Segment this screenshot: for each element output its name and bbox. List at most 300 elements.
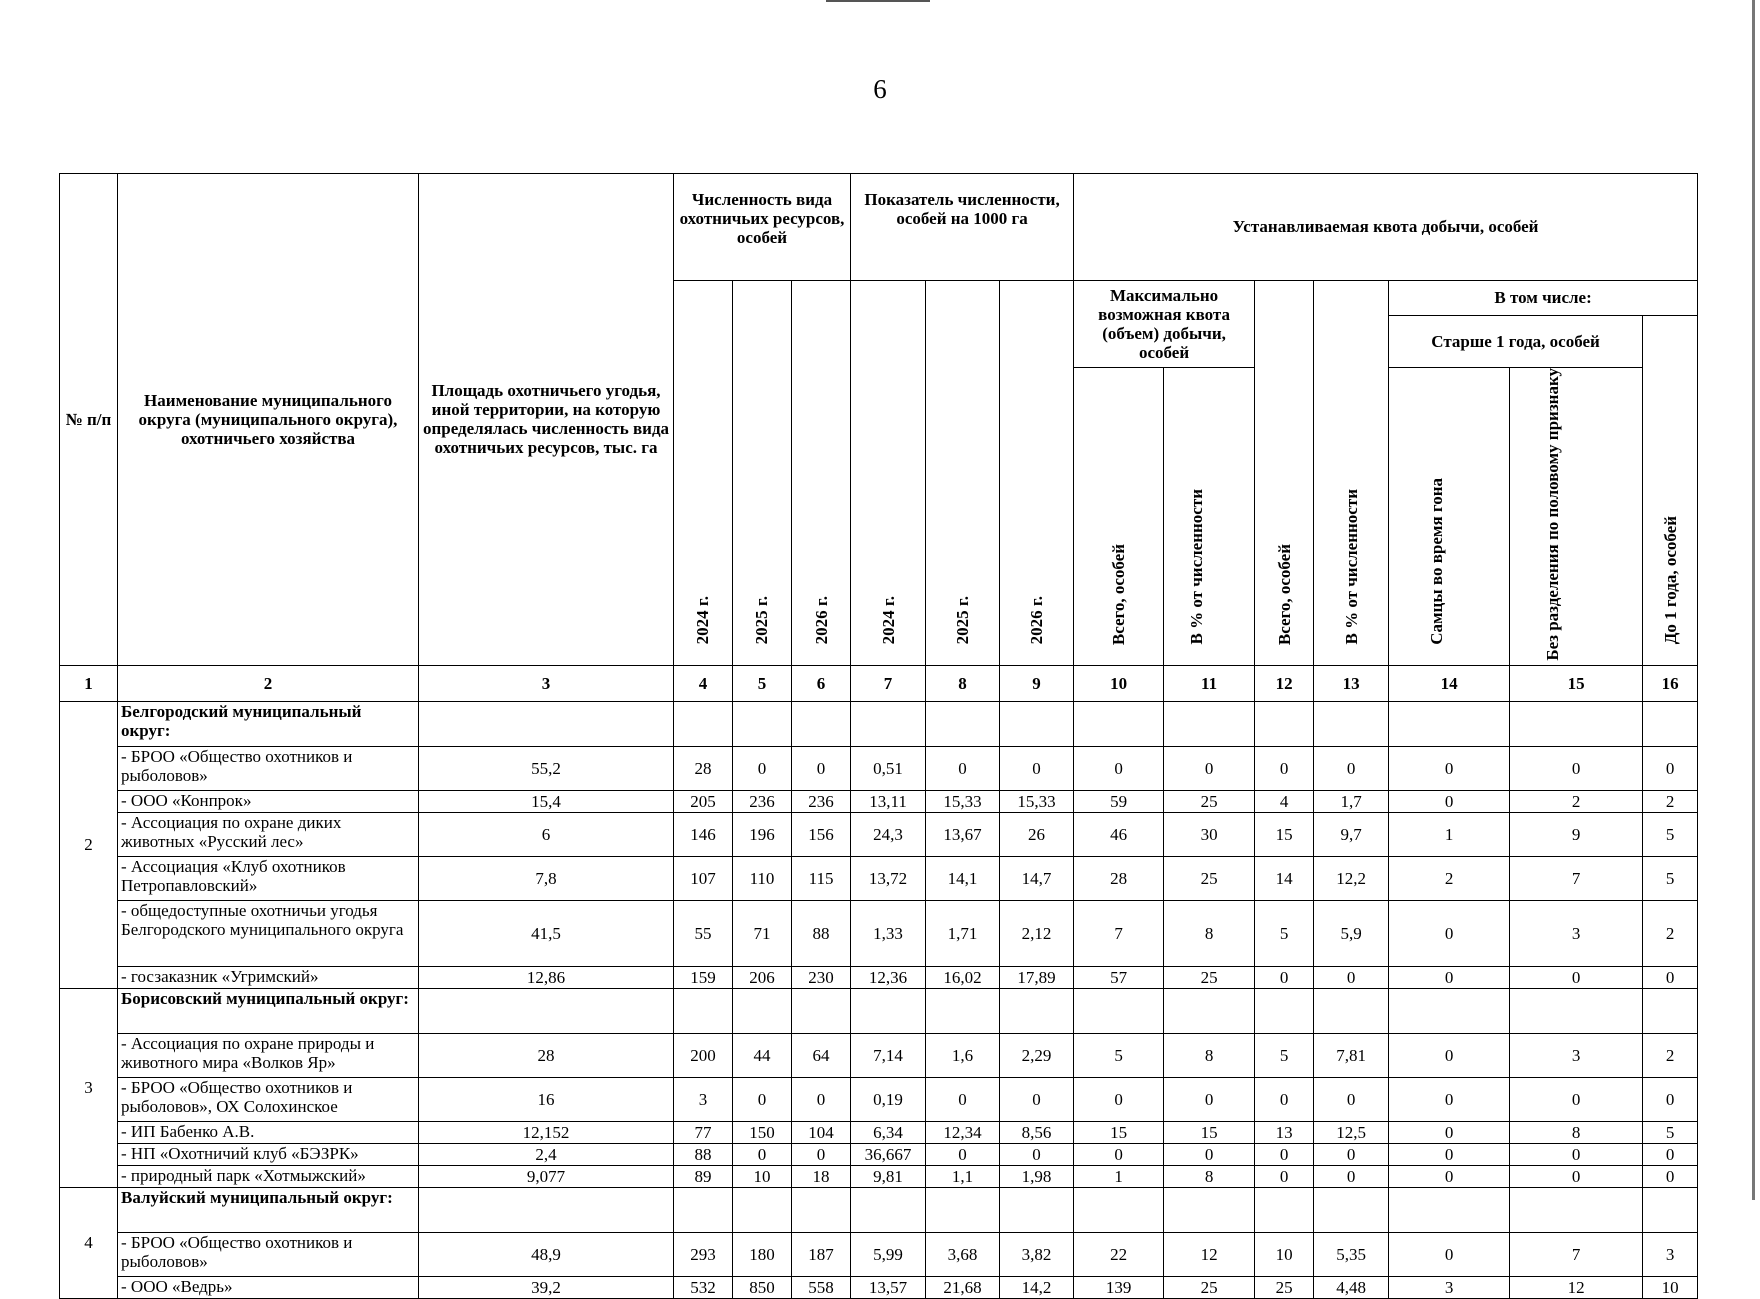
value-cell: 5,9 <box>1314 900 1389 966</box>
value-cell: 36,667 <box>851 1143 926 1165</box>
column-number: 10 <box>1074 665 1164 701</box>
value-cell: 0 <box>1389 1033 1510 1077</box>
column-number: 2 <box>118 665 419 701</box>
value-cell: 12,5 <box>1314 1121 1389 1143</box>
value-cell: 236 <box>733 790 792 812</box>
header-year-2026-density: 2026 г. <box>1000 281 1074 666</box>
value-cell: 230 <box>792 966 851 988</box>
value-cell: 0 <box>1389 1077 1510 1121</box>
value-cell: 0 <box>1255 1077 1314 1121</box>
table-body <box>60 665 1698 1298</box>
value-cell: 13,72 <box>851 856 926 900</box>
column-number: 6 <box>792 665 851 701</box>
value-cell: 0 <box>1255 1165 1314 1187</box>
value-cell: 0 <box>1389 966 1510 988</box>
value-cell: 0 <box>1510 1165 1643 1187</box>
value-cell: 139 <box>1074 1276 1164 1298</box>
organization-name: - природный парк «Хотмыжский» <box>118 1165 419 1187</box>
empty-cell <box>1164 1187 1255 1232</box>
column-number: 1 <box>60 665 118 701</box>
value-cell: 1,98 <box>1000 1165 1074 1187</box>
header-density: Показатель численности, особей на 1000 га <box>851 174 1074 281</box>
value-cell: 26 <box>1000 812 1074 856</box>
value-cell: 0 <box>1255 966 1314 988</box>
value-cell: 3 <box>1389 1276 1510 1298</box>
value-cell: 15 <box>1164 1121 1255 1143</box>
header-males: Самцы во время гона <box>1389 368 1510 666</box>
value-cell: 0 <box>1074 1143 1164 1165</box>
organization-name: - БРОО «Общество охотников и рыболовов» <box>118 1232 419 1276</box>
value-cell: 0 <box>1510 966 1643 988</box>
value-cell: 0 <box>1389 1232 1510 1276</box>
value-cell: 0 <box>926 746 1000 790</box>
table-row <box>60 746 1698 790</box>
empty-cell <box>1255 701 1314 746</box>
value-cell: 7 <box>1510 856 1643 900</box>
value-cell: 0 <box>1389 1121 1510 1143</box>
table-row <box>60 900 1698 966</box>
value-cell: 0 <box>1074 1077 1164 1121</box>
header-quota: Устанавливаемая квота добычи, особей <box>1074 174 1698 281</box>
header-pct-count: В % от численности <box>1314 281 1389 666</box>
value-cell: 25 <box>1255 1276 1314 1298</box>
value-cell: 0 <box>1510 1077 1643 1121</box>
column-number: 9 <box>1000 665 1074 701</box>
value-cell: 14 <box>1255 856 1314 900</box>
empty-cell <box>733 1187 792 1232</box>
group-number: 4 <box>60 1187 118 1298</box>
table-row <box>60 856 1698 900</box>
value-cell: 205 <box>674 790 733 812</box>
value-cell: 12,34 <box>926 1121 1000 1143</box>
column-number: 3 <box>419 665 674 701</box>
value-cell: 59 <box>1074 790 1164 812</box>
value-cell: 5 <box>1074 1033 1164 1077</box>
value-cell: 3 <box>1510 1033 1643 1077</box>
table-row <box>60 1165 1698 1187</box>
value-cell: 110 <box>733 856 792 900</box>
value-cell: 0 <box>1000 1077 1074 1121</box>
table-row <box>60 966 1698 988</box>
organization-name: - ООО «Конпрок» <box>118 790 419 812</box>
value-cell: 24,3 <box>851 812 926 856</box>
value-cell: 0 <box>1510 1143 1643 1165</box>
value-cell: 0 <box>733 1143 792 1165</box>
value-cell: 9,81 <box>851 1165 926 1187</box>
value-cell: 28 <box>674 746 733 790</box>
value-cell: 21,68 <box>926 1276 1000 1298</box>
value-cell: 12 <box>1510 1276 1643 1298</box>
empty-cell <box>674 1187 733 1232</box>
value-cell: 0 <box>733 746 792 790</box>
value-cell: 4 <box>1255 790 1314 812</box>
page-number: 6 <box>873 74 887 104</box>
value-cell: 48,9 <box>419 1232 674 1276</box>
value-cell: 0 <box>1000 746 1074 790</box>
value-cell: 150 <box>733 1121 792 1143</box>
value-cell: 7,81 <box>1314 1033 1389 1077</box>
header-no-sex: Без разделения по половому признаку <box>1510 368 1643 666</box>
value-cell: 9,077 <box>419 1165 674 1187</box>
column-number: 8 <box>926 665 1000 701</box>
empty-cell <box>1164 701 1255 746</box>
value-cell: 0 <box>1164 1143 1255 1165</box>
value-cell: 196 <box>733 812 792 856</box>
value-cell: 2 <box>1389 856 1510 900</box>
group-title: Валуйский муниципальный округ: <box>118 1187 419 1232</box>
value-cell: 10 <box>1643 1276 1698 1298</box>
value-cell: 7 <box>1074 900 1164 966</box>
value-cell: 0 <box>792 1077 851 1121</box>
value-cell: 0 <box>926 1143 1000 1165</box>
value-cell: 1,71 <box>926 900 1000 966</box>
empty-cell <box>851 701 926 746</box>
value-cell: 0 <box>1164 746 1255 790</box>
value-cell: 14,7 <box>1000 856 1074 900</box>
organization-name: - Ассоциация по охране природы и животного мира «Волков Яр» <box>118 1033 419 1077</box>
value-cell: 0 <box>1389 900 1510 966</box>
empty-cell <box>1389 988 1510 1033</box>
value-cell: 8,56 <box>1000 1121 1074 1143</box>
value-cell: 0 <box>1643 1143 1698 1165</box>
value-cell: 180 <box>733 1232 792 1276</box>
value-cell: 18 <box>792 1165 851 1187</box>
value-cell: 10 <box>733 1165 792 1187</box>
value-cell: 7 <box>1510 1232 1643 1276</box>
header-max-quota: Максимально возможная квота (объем) добычи, особей <box>1074 281 1255 368</box>
empty-cell <box>1255 988 1314 1033</box>
table-row <box>60 790 1698 812</box>
empty-cell <box>419 988 674 1033</box>
value-cell: 1 <box>1074 1165 1164 1187</box>
value-cell: 5 <box>1643 1121 1698 1143</box>
empty-cell <box>792 701 851 746</box>
value-cell: 1,7 <box>1314 790 1389 812</box>
group-title-row <box>60 1187 1698 1232</box>
empty-cell <box>1389 1187 1510 1232</box>
value-cell: 5 <box>1255 1033 1314 1077</box>
value-cell: 15 <box>1255 812 1314 856</box>
value-cell: 25 <box>1164 966 1255 988</box>
value-cell: 0 <box>1314 1077 1389 1121</box>
value-cell: 5,35 <box>1314 1232 1389 1276</box>
organization-name: - БРОО «Общество охотников и рыболовов» <box>118 746 419 790</box>
value-cell: 14,1 <box>926 856 1000 900</box>
value-cell: 25 <box>1164 856 1255 900</box>
value-cell: 0 <box>1643 1165 1698 1187</box>
value-cell: 0 <box>1000 1143 1074 1165</box>
organization-name: - общедоступные охотничьи угодья Белгородского муниципального округа <box>118 900 419 966</box>
value-cell: 236 <box>792 790 851 812</box>
value-cell: 22 <box>1074 1232 1164 1276</box>
group-title: Белгородский муниципальный округ: <box>118 701 419 746</box>
value-cell: 0 <box>1255 1143 1314 1165</box>
organization-name: - Ассоциация «Клуб охотников Петропавловский» <box>118 856 419 900</box>
empty-cell <box>419 1187 674 1232</box>
value-cell: 16 <box>419 1077 674 1121</box>
value-cell: 13,67 <box>926 812 1000 856</box>
empty-cell <box>1314 1187 1389 1232</box>
value-cell: 2,4 <box>419 1143 674 1165</box>
value-cell: 9,7 <box>1314 812 1389 856</box>
value-cell: 88 <box>674 1143 733 1165</box>
value-cell: 13,57 <box>851 1276 926 1298</box>
value-cell: 0 <box>1314 966 1389 988</box>
value-cell: 115 <box>792 856 851 900</box>
empty-cell <box>1164 988 1255 1033</box>
empty-cell <box>1510 701 1643 746</box>
value-cell: 0 <box>1314 1165 1389 1187</box>
value-cell: 55 <box>674 900 733 966</box>
header-year-2025-count: 2025 г. <box>733 281 792 666</box>
empty-cell <box>674 988 733 1033</box>
value-cell: 13,11 <box>851 790 926 812</box>
value-cell: 0 <box>792 746 851 790</box>
empty-cell <box>1074 701 1164 746</box>
value-cell: 15,33 <box>1000 790 1074 812</box>
empty-cell <box>792 988 851 1033</box>
value-cell: 3 <box>1643 1232 1698 1276</box>
value-cell: 0 <box>1389 1143 1510 1165</box>
column-number: 7 <box>851 665 926 701</box>
group-number: 3 <box>60 988 118 1187</box>
table-row <box>60 1077 1698 1121</box>
value-cell: 0 <box>1074 746 1164 790</box>
value-cell: 2 <box>1643 790 1698 812</box>
empty-cell <box>1000 988 1074 1033</box>
table-row <box>60 1143 1698 1165</box>
header-under-one: До 1 года, особей <box>1643 316 1698 666</box>
value-cell: 293 <box>674 1232 733 1276</box>
value-cell: 0 <box>1389 790 1510 812</box>
value-cell: 15,4 <box>419 790 674 812</box>
header-num: № п/п <box>60 174 118 666</box>
header-name: Наименование муниципального округа (муниципального округа), охотничьего хозяйства <box>118 174 419 666</box>
value-cell: 10 <box>1255 1232 1314 1276</box>
value-cell: 0 <box>733 1077 792 1121</box>
value-cell: 0 <box>1643 966 1698 988</box>
empty-cell <box>926 988 1000 1033</box>
value-cell: 2 <box>1643 1033 1698 1077</box>
top-edge-mark <box>826 0 930 2</box>
value-cell: 5 <box>1255 900 1314 966</box>
empty-cell <box>1510 988 1643 1033</box>
value-cell: 15,33 <box>926 790 1000 812</box>
value-cell: 0 <box>792 1143 851 1165</box>
organization-name: - ООО «Ведрь» <box>118 1276 419 1298</box>
value-cell: 1,1 <box>926 1165 1000 1187</box>
empty-cell <box>733 701 792 746</box>
value-cell: 9 <box>1510 812 1643 856</box>
value-cell: 12,36 <box>851 966 926 988</box>
value-cell: 64 <box>792 1033 851 1077</box>
group-number: 2 <box>60 701 118 988</box>
value-cell: 8 <box>1164 1033 1255 1077</box>
value-cell: 15 <box>1074 1121 1164 1143</box>
column-number: 15 <box>1510 665 1643 701</box>
value-cell: 2,29 <box>1000 1033 1074 1077</box>
column-number: 13 <box>1314 665 1389 701</box>
header-year-2024-count: 2024 г. <box>674 281 733 666</box>
value-cell: 8 <box>1510 1121 1643 1143</box>
value-cell: 5 <box>1643 812 1698 856</box>
header-max-pct: В % от численности <box>1164 368 1255 666</box>
header-year-2026-count: 2026 г. <box>792 281 851 666</box>
value-cell: 0,19 <box>851 1077 926 1121</box>
scan-edge-line <box>1752 0 1755 1200</box>
value-cell: 12 <box>1164 1232 1255 1276</box>
empty-cell <box>1314 988 1389 1033</box>
value-cell: 57 <box>1074 966 1164 988</box>
quota-table <box>59 173 1698 1299</box>
value-cell: 77 <box>674 1121 733 1143</box>
table-row <box>60 1121 1698 1143</box>
value-cell: 16,02 <box>926 966 1000 988</box>
header-year-2025-density: 2025 г. <box>926 281 1000 666</box>
value-cell: 0 <box>1164 1077 1255 1121</box>
value-cell: 532 <box>674 1276 733 1298</box>
column-number: 16 <box>1643 665 1698 701</box>
group-title: Борисовский муниципальный округ: <box>118 988 419 1033</box>
empty-cell <box>926 701 1000 746</box>
value-cell: 7,8 <box>419 856 674 900</box>
value-cell: 30 <box>1164 812 1255 856</box>
table-row <box>60 1033 1698 1077</box>
empty-cell <box>419 701 674 746</box>
value-cell: 13 <box>1255 1121 1314 1143</box>
value-cell: 12,152 <box>419 1121 674 1143</box>
empty-cell <box>1643 1187 1698 1232</box>
empty-cell <box>1643 988 1698 1033</box>
header-including: В том числе: <box>1389 281 1698 316</box>
empty-cell <box>851 1187 926 1232</box>
value-cell: 8 <box>1164 1165 1255 1187</box>
value-cell: 1 <box>1389 812 1510 856</box>
organization-name: - госзаказник «Угримский» <box>118 966 419 988</box>
value-cell: 2,12 <box>1000 900 1074 966</box>
organization-name: - Ассоциация по охране диких животных «Русский лес» <box>118 812 419 856</box>
group-title-row <box>60 988 1698 1033</box>
column-number: 12 <box>1255 665 1314 701</box>
table-row <box>60 1232 1698 1276</box>
value-cell: 71 <box>733 900 792 966</box>
value-cell: 17,89 <box>1000 966 1074 988</box>
value-cell: 44 <box>733 1033 792 1077</box>
value-cell: 28 <box>419 1033 674 1077</box>
column-number: 5 <box>733 665 792 701</box>
value-cell: 0 <box>1643 1077 1698 1121</box>
empty-cell <box>1314 701 1389 746</box>
value-cell: 146 <box>674 812 733 856</box>
value-cell: 0 <box>1255 746 1314 790</box>
column-number: 11 <box>1164 665 1255 701</box>
value-cell: 12,86 <box>419 966 674 988</box>
value-cell: 5 <box>1643 856 1698 900</box>
value-cell: 0 <box>1389 1165 1510 1187</box>
value-cell: 1,33 <box>851 900 926 966</box>
value-cell: 3,68 <box>926 1232 1000 1276</box>
organization-name: - БРОО «Общество охотников и рыболовов», ОХ Солохинское <box>118 1077 419 1121</box>
value-cell: 25 <box>1164 1276 1255 1298</box>
header-total: Всего, особей <box>1255 281 1314 666</box>
header-area: Площадь охотничьего угодья, иной территории, на которую определялась численность вида охотничьих ресурсов, тыс. га <box>419 174 674 666</box>
empty-cell <box>1255 1187 1314 1232</box>
value-cell: 3,82 <box>1000 1232 1074 1276</box>
value-cell: 200 <box>674 1033 733 1077</box>
column-number: 14 <box>1389 665 1510 701</box>
value-cell: 14,2 <box>1000 1276 1074 1298</box>
table-header <box>60 174 1698 666</box>
value-cell: 107 <box>674 856 733 900</box>
value-cell: 0 <box>1314 746 1389 790</box>
value-cell: 187 <box>792 1232 851 1276</box>
empty-cell <box>851 988 926 1033</box>
column-number: 4 <box>674 665 733 701</box>
value-cell: 89 <box>674 1165 733 1187</box>
value-cell: 156 <box>792 812 851 856</box>
value-cell: 3 <box>674 1077 733 1121</box>
empty-cell <box>792 1187 851 1232</box>
value-cell: 88 <box>792 900 851 966</box>
empty-cell <box>1389 701 1510 746</box>
value-cell: 5,99 <box>851 1232 926 1276</box>
value-cell: 55,2 <box>419 746 674 790</box>
value-cell: 4,48 <box>1314 1276 1389 1298</box>
value-cell: 6,34 <box>851 1121 926 1143</box>
empty-cell <box>1510 1187 1643 1232</box>
organization-name: - ИП Бабенко А.В. <box>118 1121 419 1143</box>
value-cell: 41,5 <box>419 900 674 966</box>
column-number-row <box>60 665 1698 701</box>
value-cell: 2 <box>1510 790 1643 812</box>
table-row <box>60 812 1698 856</box>
value-cell: 558 <box>792 1276 851 1298</box>
value-cell: 8 <box>1164 900 1255 966</box>
value-cell: 2 <box>1643 900 1698 966</box>
table-row <box>60 1276 1698 1298</box>
group-title-row <box>60 701 1698 746</box>
value-cell: 0,51 <box>851 746 926 790</box>
value-cell: 28 <box>1074 856 1164 900</box>
value-cell: 1,6 <box>926 1033 1000 1077</box>
value-cell: 850 <box>733 1276 792 1298</box>
value-cell: 206 <box>733 966 792 988</box>
empty-cell <box>674 701 733 746</box>
value-cell: 0 <box>926 1077 1000 1121</box>
value-cell: 159 <box>674 966 733 988</box>
header-count: Численность вида охотничьих ресурсов, особей <box>674 174 851 281</box>
value-cell: 25 <box>1164 790 1255 812</box>
header-year-2024-density: 2024 г. <box>851 281 926 666</box>
value-cell: 0 <box>1510 746 1643 790</box>
value-cell: 12,2 <box>1314 856 1389 900</box>
value-cell: 0 <box>1389 746 1510 790</box>
value-cell: 0 <box>1643 746 1698 790</box>
value-cell: 104 <box>792 1121 851 1143</box>
empty-cell <box>1074 1187 1164 1232</box>
value-cell: 7,14 <box>851 1033 926 1077</box>
empty-cell <box>1000 701 1074 746</box>
empty-cell <box>733 988 792 1033</box>
empty-cell <box>1074 988 1164 1033</box>
empty-cell <box>1643 701 1698 746</box>
value-cell: 46 <box>1074 812 1164 856</box>
empty-cell <box>926 1187 1000 1232</box>
empty-cell <box>1000 1187 1074 1232</box>
value-cell: 3 <box>1510 900 1643 966</box>
value-cell: 6 <box>419 812 674 856</box>
value-cell: 0 <box>1314 1143 1389 1165</box>
